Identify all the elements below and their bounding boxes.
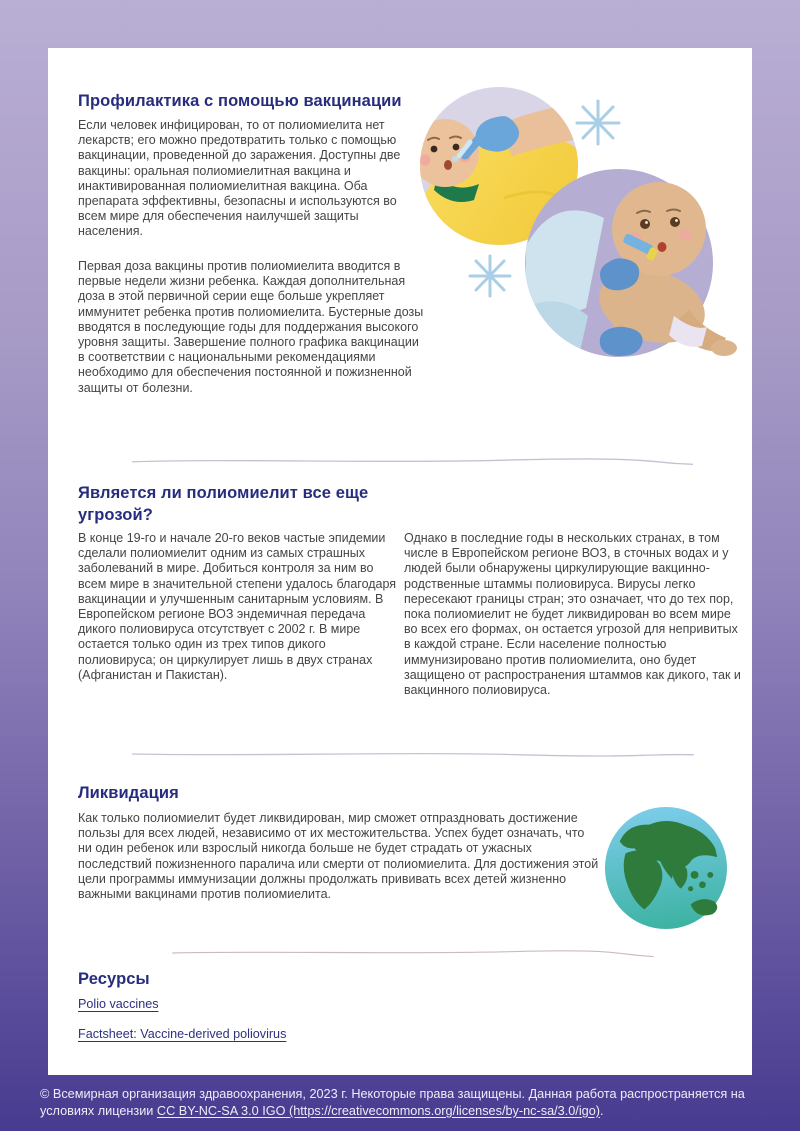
vaccination-illustration-icon (404, 76, 752, 416)
section-title-threat: Является ли полиомиелит все еще угрозой? (78, 484, 369, 524)
section-divider (74, 456, 752, 466)
vaccination-paragraph-2: Первая доза вакцины против полиомиелита вводится в первые недели жизни ребенка. Каждая дополнительная доза в этой первичной серии еще больше укрепляет иммунитет ребенка против полиомиелита. Бустерные дозы вводятся в последующие годы для поддержания высокого уровня защиты. Завершение полного графика вакцинации в соответствии с национальными рекомендациями необходимо для обеспечения постоянной и пожизненной защиты от болезни. (78, 259, 424, 395)
section-divider (74, 948, 752, 958)
threat-column-left: В конце 19-го и начале 20-го веков частые эпидемии сделали полиомиелит одним из самых страшных заболеваний в мире. Добиться контроля за ним во всем мире в значительной степени удалось благодаря вакцинации и улучшенным санитарным условиям. В Европейском регионе ВОЗ эндемичная передача дикого полиовируса отсутствует с 2002 г. В мире остается только один из трех типов дикого полиовируса; он циркулирует лишь в двух странах (Афганистан и Пакистан). (78, 531, 397, 682)
section-title-vaccination: Профилактика с помощью вакцинации (78, 92, 402, 110)
resource-link-polio-vaccines[interactable]: Polio vaccines (78, 997, 159, 1011)
globe-icon (602, 804, 730, 932)
eradication-paragraph: Как только полиомиелит будет ликвидирован, мир сможет отпраздновать достижение пользы для всех людей, независимо от их местожительства. Успех будет означать, что ни один ребенок или взрослый никогда больше не будет страдать от ужасных последствий пожизненного паралича или смерти от полиомиелита. Для достижения этой цели программы иммунизации должны продолжать прививать всех детей жизненно важными вакцинами против полиомиелита. (78, 811, 599, 902)
vaccination-paragraph-1: Если человек инфицирован, то от полиомиелита нет лекарств; его можно предотвратить только с помощью вакцинации, проведенной до заражения. Доступны две вакцины: оральная полиомиелитная вакцина и инактивированная полиомиелитная вакцина. Оба препарата эффективны, безопасны и используются во всем мире для обеспечения наилучшей защиты населения. (78, 118, 401, 239)
section-divider (74, 749, 752, 759)
section-title-resources: Ресурсы (78, 970, 150, 988)
content-card (48, 48, 752, 1075)
copyright-period: . (599, 1103, 604, 1118)
license-link[interactable]: CC BY-NC-SA 3.0 IGO (https://creativecommons.org/licenses/by-nc-sa/3.0/igo) (156, 1103, 600, 1118)
copyright-statement: © Всемирная организация здравоохранения, 2023 г. Некоторые права защищены. Данная работа распространяется на условиях лицензии (40, 1087, 745, 1118)
resource-link-factsheet[interactable]: Factsheet: Vaccine-derived poliovirus (78, 1027, 287, 1041)
copyright-text (40, 1086, 762, 1120)
section-title-eradication: Ликвидация (78, 784, 179, 802)
threat-column-right: Однако в последние годы в нескольких странах, в том числе в Европейском регионе ВОЗ, в сточных водах и у людей были обнаружены циркулирующие вакцинно-родственные штаммы полиовируса. Вирусы легко пересекают границы стран; это означает, что до тех пор, пока полиомиелит не будет ликвидирован во всем мире во всех его формах, он остается угрозой для непривитых в каждой стране. Если население полностью иммунизировано против полиомиелита, оно будет защищено от распространения штаммов как дикого, так и вакцинного полиовируса. (404, 531, 741, 698)
